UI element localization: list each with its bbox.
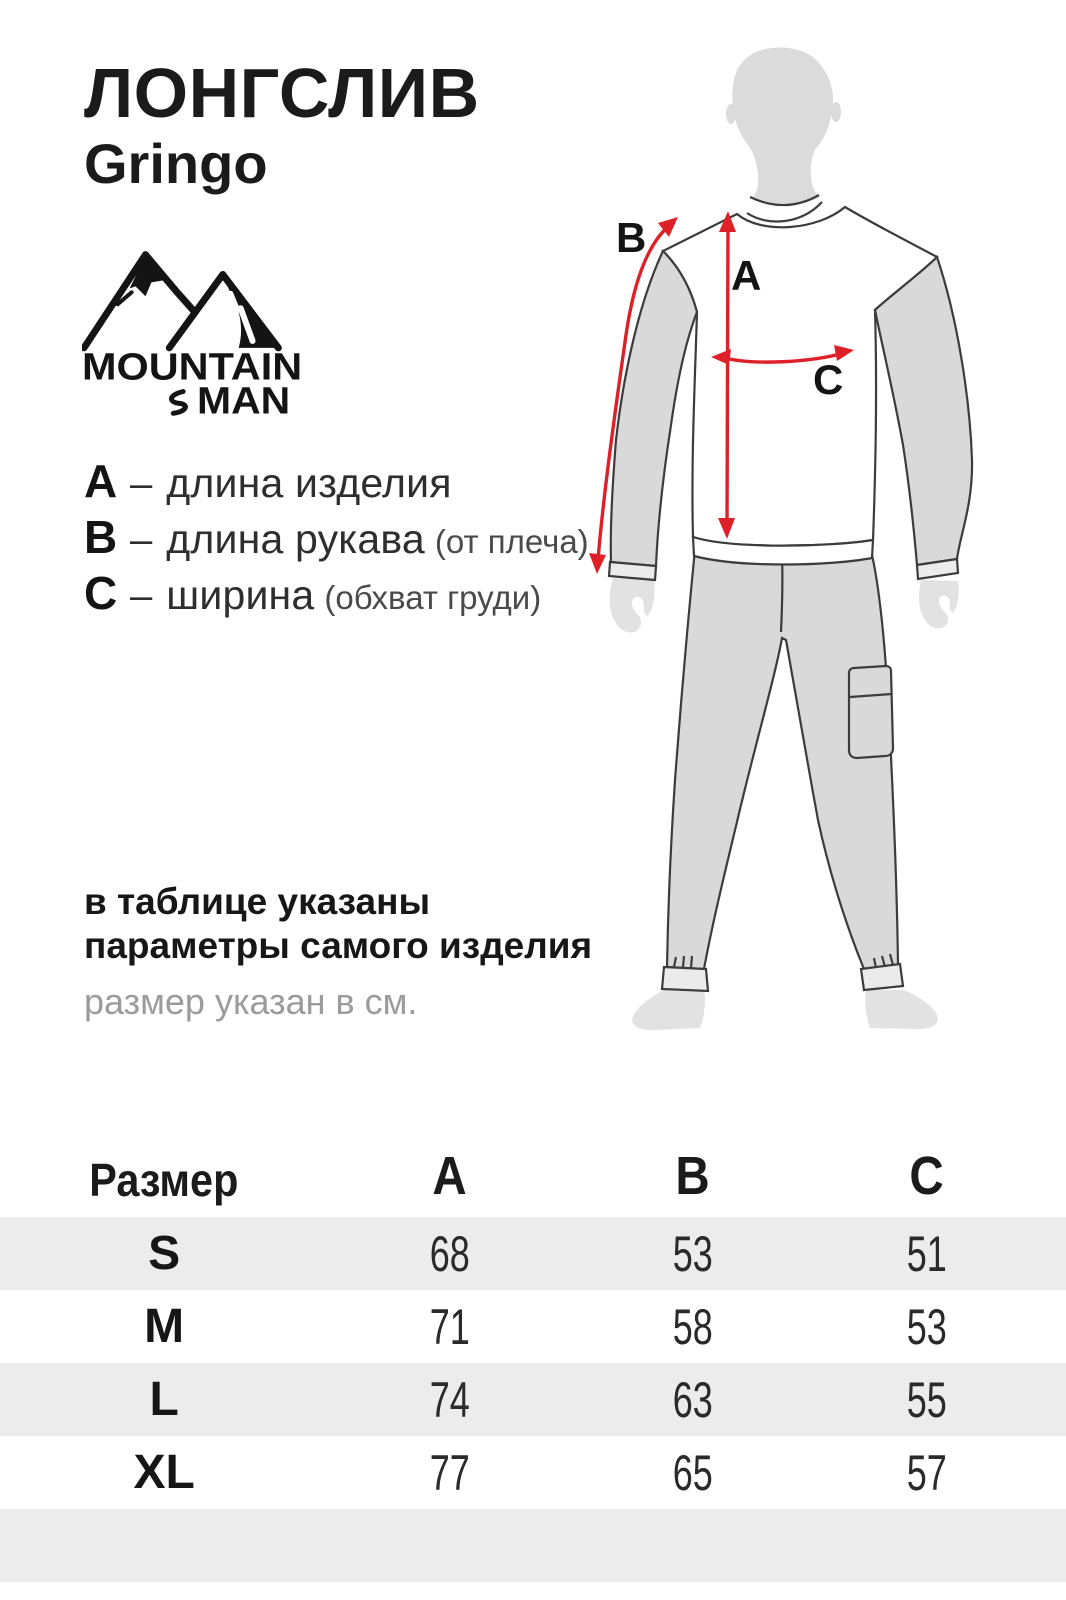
measurement-legend xyxy=(84,454,589,622)
ankle-cuff-right xyxy=(861,964,903,990)
size-label: XL xyxy=(133,1446,195,1499)
page-title xyxy=(84,54,480,195)
table-header-row xyxy=(0,1125,1066,1217)
sleeve-right xyxy=(875,257,972,565)
value-a: 74 xyxy=(429,1371,470,1428)
person-figure-diagram xyxy=(565,40,1015,1040)
table-row-xl xyxy=(0,1436,1066,1509)
value-a: 71 xyxy=(429,1298,470,1355)
foot-right xyxy=(865,990,938,1029)
legend-letter-c: C xyxy=(84,567,118,619)
legend-label-a: длина изделия xyxy=(166,460,452,506)
note-bold-text: в таблице указаны параметры самого изделия xyxy=(84,881,593,967)
legend-dash: – xyxy=(130,574,153,618)
legend-item-b xyxy=(84,510,589,566)
value-a: 77 xyxy=(429,1444,470,1501)
ankle-cuff-left xyxy=(662,967,708,991)
header-c: C xyxy=(909,1146,944,1206)
product-type-title: ЛОНГСЛИВ xyxy=(84,54,480,132)
legend-item-a xyxy=(84,454,589,510)
foot-left xyxy=(632,989,705,1030)
cargo-pocket xyxy=(849,666,893,758)
brand-logo xyxy=(82,246,320,418)
ear-right xyxy=(831,102,841,122)
size-label: S xyxy=(148,1227,181,1280)
size-label: M xyxy=(144,1300,185,1353)
measure-arrow-a xyxy=(727,226,728,524)
legend-paren-c: (обхват груди) xyxy=(324,579,542,616)
table-row-l xyxy=(0,1363,1066,1436)
legend-label-c: ширина xyxy=(166,572,315,618)
figure-label-a: A xyxy=(731,252,762,299)
value-c: 53 xyxy=(906,1298,947,1355)
legend-dash: – xyxy=(130,518,153,562)
ear-left xyxy=(726,104,736,124)
figure-label-c: C xyxy=(813,356,844,403)
legend-label-b: длина рукава xyxy=(166,516,425,562)
value-b: 58 xyxy=(672,1298,713,1355)
product-name-title: Gringo xyxy=(84,132,268,195)
brand-name-line1: MOUNTAIN xyxy=(82,345,303,388)
value-b: 53 xyxy=(672,1225,713,1282)
table-row-s xyxy=(0,1217,1066,1290)
legend-letter-a: A xyxy=(84,455,118,507)
arrowhead-b-bottom xyxy=(589,553,606,574)
pants-fly-seam xyxy=(781,555,782,632)
value-a: 68 xyxy=(429,1225,470,1282)
header-size: Размер xyxy=(89,1154,239,1206)
table-row-empty xyxy=(0,1509,1066,1582)
hand-right xyxy=(919,580,959,629)
hand-left xyxy=(610,578,655,633)
legend-letter-b: B xyxy=(84,511,118,563)
value-b: 65 xyxy=(672,1444,713,1501)
header-b: B xyxy=(675,1146,711,1206)
value-c: 57 xyxy=(906,1444,947,1501)
value-c: 51 xyxy=(906,1225,947,1282)
head-silhouette xyxy=(732,47,833,205)
legend-dash: – xyxy=(130,462,153,506)
value-c: 55 xyxy=(906,1371,947,1428)
note-units-text: размер указан в см. xyxy=(84,980,418,1022)
legend-item-c xyxy=(84,566,589,622)
value-b: 63 xyxy=(672,1371,713,1428)
table-row-m xyxy=(0,1290,1066,1363)
brand-name-line2: MAN xyxy=(197,379,291,418)
size-label: L xyxy=(149,1373,179,1426)
sleeve-left xyxy=(611,251,697,566)
legend-paren-b: (от плеча) xyxy=(434,523,589,560)
sleeve-cuff-left xyxy=(609,562,656,580)
header-a: A xyxy=(432,1146,467,1206)
figure-label-b: B xyxy=(616,214,647,261)
size-table xyxy=(0,1125,1066,1582)
table-note xyxy=(84,880,604,1023)
